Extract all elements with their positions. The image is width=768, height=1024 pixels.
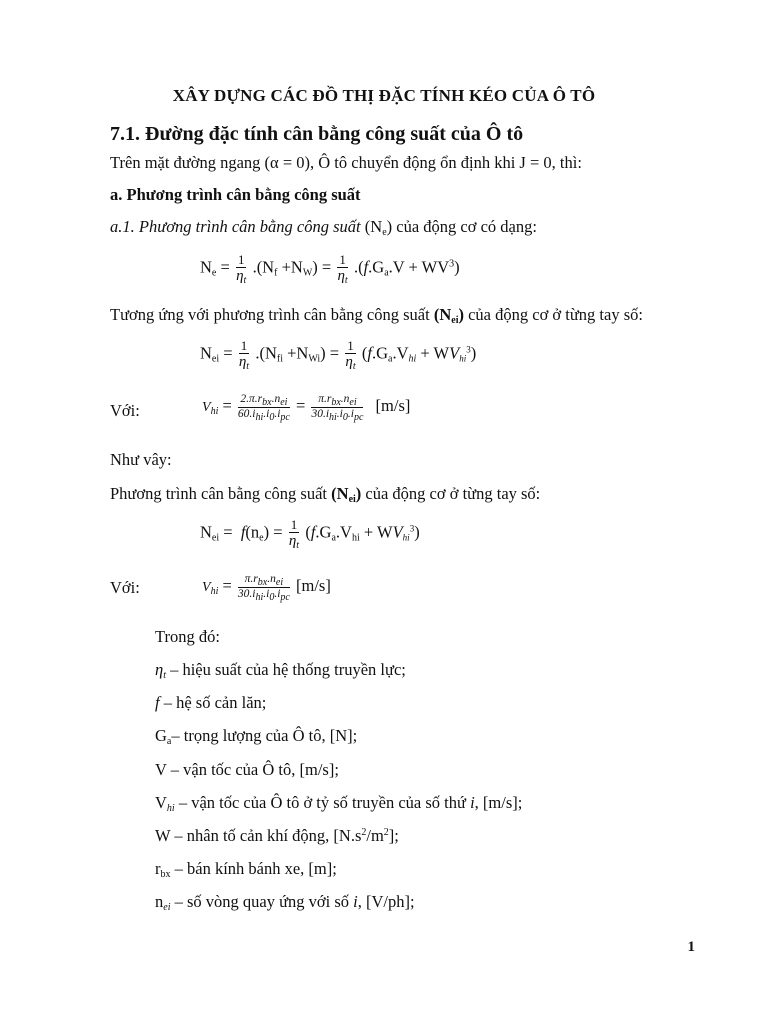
page-number: 1 <box>687 939 695 955</box>
equation-vhi-1: $V_{hi}$ = $\frac{2.\pi.r_{bx}.n_{ei}}{60.i_{hi}.i_0.i_{pc}}$ = $\frac{\pi.r_{bx}.n_{ei}}{30.i_{hi}.i_0.i_{pc}}$ [m/s] <box>202 393 411 423</box>
phuong-trinh-text-b: của động cơ ở từng tay số: <box>365 484 541 503</box>
equation-vhi-2: $V_{hi}$ = $\frac{\pi.r_{bx}.n_{ei}}{30.i_{hi}.i_0.i_{pc}}$ [m/s] <box>202 573 331 603</box>
phuong-trinh-bold-sub: ei <box>348 494 356 505</box>
fraction-vhi-a: $\frac{2.\pi.r_{bx}.n_{ei}}{60.i_{hi}.i_0.i_{pc}}$ <box>237 393 290 423</box>
fraction-1-over-eta: $\frac{1}{\eta_t}$ <box>345 338 356 372</box>
def-eta-text: – hiệu suất của hệ thống truyền lực; <box>170 660 406 679</box>
def-nei-tail: , [V/ph]; <box>357 892 415 911</box>
def-vhi-text: – vận tốc của Ô tô ở tỷ số truyền của số thứ <box>178 793 466 812</box>
fraction-1-over-eta: $\frac{1}{\eta_t}$ <box>288 517 300 551</box>
corresponding-bold-n: (N <box>433 305 452 324</box>
a1-paragraph <box>110 219 537 236</box>
def-nei: $n_{ei}$ – số vòng quay ứng với số i, [V/ph]; <box>155 892 415 913</box>
def-vhi-tail: , [m/s]; <box>474 793 523 812</box>
phuong-trinh-bold-close: ) <box>355 484 362 503</box>
fraction-vhi-b: $\frac{\pi.r_{bx}.n_{ei}}{30.i_{hi}.i_0.i_{pc}}$ <box>311 393 364 423</box>
fraction-1-over-eta: $\frac{1}{\eta_t}$ <box>236 252 247 286</box>
def-vhi: $V_{hi}$ – vận tốc của Ô tô ở tỷ số truyền của số thứ i, [m/s]; <box>155 793 523 814</box>
trong-do: Trong đó: <box>155 627 220 646</box>
phuong-trinh-bold-n: (N <box>331 484 349 503</box>
document-title: XÂY DỰNG CÁC ĐỒ THỊ ĐẶC TÍNH KÉO CỦA Ô TÔ <box>172 86 596 105</box>
a1-text-close: ) của động cơ có dạng: <box>386 217 537 236</box>
nhu-vay: Như vây: <box>110 450 172 469</box>
def-v: V – vận tốc của Ô tô, [m/s]; <box>155 760 339 779</box>
voi-label-2: Với: <box>110 578 140 597</box>
def-rbx-text: – bán kính bánh xe, [m]; <box>174 859 337 878</box>
phuong-trinh-text-a: Phương trình cân bằng công suất <box>110 484 328 503</box>
a1-text-open: (N <box>364 217 383 236</box>
fraction-1-over-eta: $\frac{1}{\eta_t}$ <box>238 338 250 372</box>
corresponding-bold-close: ) <box>458 305 464 324</box>
unit-ms-1: [m/s] <box>375 395 411 415</box>
fraction-1-over-eta: $\frac{1}{\eta_t}$ <box>337 252 348 286</box>
fraction-vhi-c: $\frac{\pi.r_{bx}.n_{ei}}{30.i_{hi}.i_0.i_{pc}}$ <box>237 573 290 603</box>
subheading-a: a. Phương trình cân bằng công suất <box>110 185 361 204</box>
section-heading: 7.1. Đường đặc tính cân bằng công suất của Ô tô <box>110 123 524 145</box>
def-f-text: – hệ số cản lăn; <box>163 693 267 712</box>
corresponding-text-b: của động cơ ở từng tay số: <box>468 305 643 324</box>
def-nei-text: – số vòng quay ứng với số <box>174 892 350 911</box>
equation-ne: $N_e$ = $\frac{1}{\eta_t}$ $.(N_f +N_W)$ = $\frac{1}{\eta_t}$ $.(f.G_a.V + WV^3)$ <box>200 252 460 286</box>
def-f: f – hệ số cản lăn; <box>155 693 267 712</box>
corresponding-paragraph <box>110 307 643 324</box>
def-w-text-c: ]; <box>388 826 399 845</box>
def-w: W – nhân tố cản khí động, $[N.s^2/m^2]$; <box>155 826 399 845</box>
a1-italic-text: a.1. Phương trình cân bằng công suất <box>110 217 361 236</box>
def-w-text-a: W – nhân tố cản khí động, [N.s <box>155 826 362 845</box>
a1-sub: e <box>382 227 387 238</box>
equation-nei-f: $N_{ei} = f(n_e)$ = $\frac{1}{\eta_t}$ $(f.G_a.V_{hi} + WV_{hi}^3)$ <box>200 517 420 551</box>
equation-nei: $N_{ei}$ = $\frac{1}{\eta_t}$ $.(N_{fi} +N_{Wi})$ = $\frac{1}{\eta_t}$ $(f.G_a.V_{hi} + WV_{hi}^3)$ <box>200 338 477 372</box>
voi-label-1: Với: <box>110 401 140 420</box>
def-rbx: $r_{bx}$ – bán kính bánh xe, [m]; <box>155 859 337 880</box>
intro-paragraph: Trên mặt đường ngang (α = 0), Ô tô chuyển động ổn định khi J = 0, thì: <box>110 153 582 172</box>
corresponding-text-a: Tương ứng với phương trình cân bằng công suất <box>110 305 430 324</box>
corresponding-bold-sub: ei <box>451 315 459 326</box>
def-w-text-b: /m <box>366 826 384 845</box>
def-ga: $G_a-$ trọng lượng của Ô tô, [N]; <box>155 726 358 747</box>
phuong-trinh-paragraph <box>110 486 540 503</box>
def-ga-text: – trọng lượng của Ô tô, [N]; <box>171 726 358 745</box>
def-eta: $\eta_t$ – hiệu suất của hệ thống truyền lực; <box>155 660 406 681</box>
unit-ms-2: [m/s] <box>296 575 331 595</box>
